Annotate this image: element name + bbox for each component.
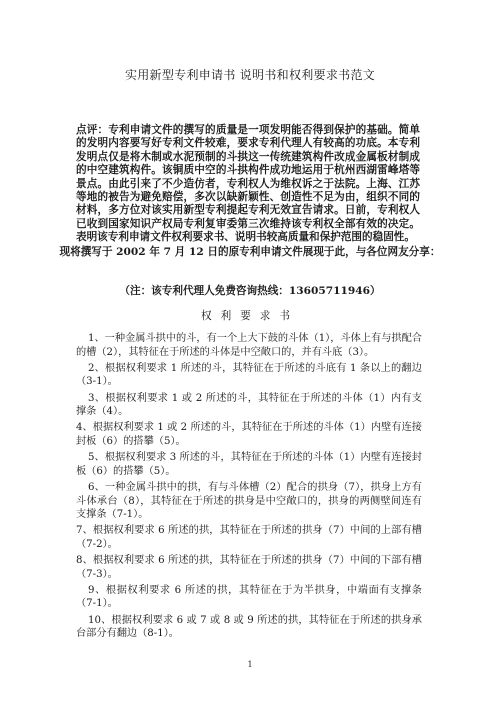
hotline-note: （注：该专利代理人免费咨询热线：13605711946）	[119, 285, 381, 297]
review-comment-paragraph: 点评：专利申请文件的撰写的质量是一项发明能否得到保护的基础。简单的发明内容要写好专利文件较难，要求专利代理人有较高的功底。本专利发明点仅是将木制或水泥预制的斗拱这一传统建筑构件改成金属板材制成的中空建筑构件。该铜质中空的斗拱构件成功地运用于杭州西湖雷峰塔等景点。由此引来了不少造仿者，专利权人为维权诉之于法院。上海、江苏等地的被告为避免赔偿，多次以缺新颖性、创造性不足为由，组织不同的材料，多方位对该实用新型专利提起专利无效宣告请求。日前，专利权人已收到国家知识产权局专利复审委第三次维持该专利权全部有效的决定。表明该专利申请文件权利要求书、说明书较高质量和保护范围的稳固性。	[76, 124, 420, 244]
claim-item-4: 4、根据权利要求 1 或 2 所述的斗，其特征在于所述的斗体（1）内壁有连接封板（6）的搭攀（5）。	[76, 422, 422, 447]
claim-item-5: 5、根据权利要求 3 所述的斗，其特征在于所述的斗体（1）内壁有连接封板（6）的搭攀（5）。	[76, 452, 422, 477]
claim-item-7: 7、根据权利要求 6 所述的拱，其特征在于所述的拱身（7）中间的上部有槽（7-2）。	[76, 525, 422, 550]
claims-heading: 权利要求书	[201, 310, 299, 322]
page-number: 1	[247, 660, 253, 669]
claim-item-8: 8、根据权利要求 6 所述的拱，其特征在于所述的拱身（7）中间的下部有槽（7-3）。	[76, 555, 422, 580]
intro-line: 现将撰写于 2002 年 7 月 12 日的原专利申请文件展现于此，与各位网友分享：	[59, 246, 441, 258]
claim-item-9: 9、根据权利要求 6 所述的拱，其特征在于为半拱身，中端面有支撑条（7-1）。	[76, 584, 422, 610]
claim-item-10: 10、根据权利要求 6 或 7 或 8 或 9 所述的拱，其特征在于所述的拱身承台部分有翻边（8-1）。	[76, 614, 422, 640]
claim-item-6: 6、一种金属斗拱中的拱，有与斗体槽（2）配合的拱身（7），拱身上方有斗体承台（8），其特征在于所述的拱身是中空敞口的，拱身的两侧壁间连有支撑条（7-1）。	[76, 481, 422, 521]
claim-item-3: 3、根据权利要求 1 或 2 所述的斗，其特征在于所述的斗体（1）内有支撑条（4）。	[76, 392, 422, 418]
claim-item-1: 1、一种金属斗拱中的斗，有一个上大下鼓的斗体（1），斗体上有与拱配合的槽（2），其特征在于所述的斗体是中空敞口的，并有斗底（3）。	[76, 333, 422, 358]
claim-item-2: 2、根据权利要求 1 所述的斗，其特征在于所述的斗底有 1 条以上的翻边（3-1）。	[76, 362, 422, 388]
claims-list	[76, 332, 422, 643]
document-title: 实用新型专利申请书 说明书和权利要求书范文	[124, 68, 376, 82]
